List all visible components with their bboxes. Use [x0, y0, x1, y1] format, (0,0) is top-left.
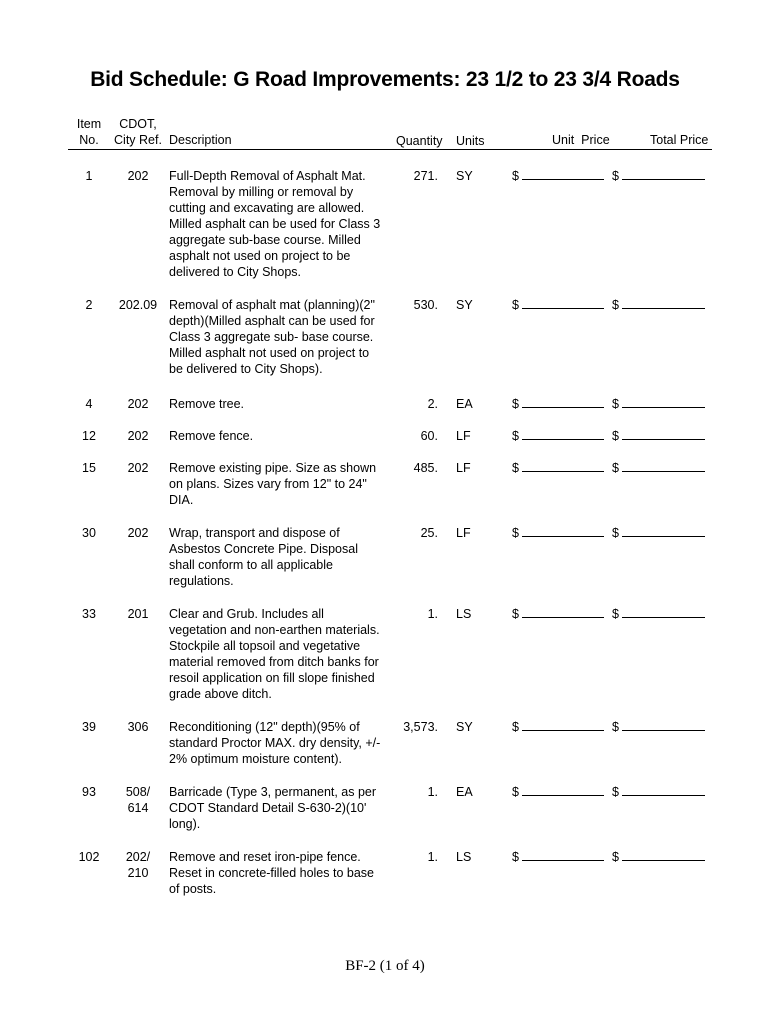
dollar-sign: $: [512, 785, 519, 799]
description-line: depth)(Milled asphalt can be used for: [169, 314, 375, 328]
item-description: [169, 606, 389, 702]
unit-price-blank[interactable]: [522, 606, 604, 618]
cdot-ref-line: 202: [127, 461, 149, 475]
description-line: Remove existing pipe. Size as shown: [169, 461, 377, 475]
dollar-sign: $: [612, 850, 619, 864]
total-price-field[interactable]: [612, 849, 708, 865]
units: LS: [456, 607, 472, 621]
dollar-sign: $: [612, 526, 619, 540]
header-unit-price: Unit Price: [552, 133, 610, 147]
quantity: 271.: [413, 169, 438, 183]
unit-price-field[interactable]: [512, 297, 607, 313]
description-line: Stockpile all topsoil and vegetative: [169, 639, 361, 653]
item-description: [169, 428, 389, 444]
description-line: delivered to City Shops.: [169, 265, 302, 279]
units: LF: [456, 429, 471, 443]
unit-price-blank[interactable]: [522, 525, 604, 537]
description-line: vegetation and non-earthen materials.: [169, 623, 380, 637]
total-price-blank[interactable]: [622, 606, 705, 618]
dollar-sign: $: [612, 429, 619, 443]
quantity: 485.: [413, 461, 438, 475]
description-line: grade above ditch.: [169, 687, 272, 701]
total-price-field[interactable]: [612, 428, 708, 444]
total-price-blank[interactable]: [622, 460, 705, 472]
unit-price-field[interactable]: [512, 396, 607, 412]
cdot-ref: [113, 606, 163, 622]
quantity: 3,573.: [403, 720, 438, 734]
dollar-sign: $: [512, 720, 519, 734]
dollar-sign: $: [612, 785, 619, 799]
cdot-ref-line: 202/: [125, 850, 151, 864]
total-price-blank[interactable]: [622, 525, 705, 537]
header-cdot-line1: CDOT,: [119, 117, 157, 131]
item-number: 102: [78, 850, 100, 864]
quantity: 60.: [420, 429, 438, 443]
description-line: cutting and excavating are allowed.: [169, 201, 365, 215]
total-price-field[interactable]: [612, 719, 708, 735]
quantity: 1.: [427, 850, 438, 864]
unit-price-blank[interactable]: [522, 168, 604, 180]
page-footer: BF-2 (1 of 4): [345, 958, 425, 974]
description-line: Asbestos Concrete Pipe. Disposal: [169, 542, 358, 556]
cdot-ref: [113, 784, 163, 816]
cdot-ref-line: 202: [127, 397, 149, 411]
description-line: Remove fence.: [169, 429, 254, 443]
dollar-sign: $: [512, 526, 519, 540]
quantity: 1.: [427, 785, 438, 799]
unit-price-field[interactable]: [512, 784, 607, 800]
total-price-field[interactable]: [612, 396, 708, 412]
dollar-sign: $: [512, 850, 519, 864]
cdot-ref: [113, 849, 163, 881]
unit-price-blank[interactable]: [522, 460, 604, 472]
quantity: 25.: [420, 526, 438, 540]
total-price-blank[interactable]: [622, 297, 705, 309]
unit-price-blank[interactable]: [522, 849, 604, 861]
units: LF: [456, 461, 471, 475]
total-price-field[interactable]: [612, 606, 708, 622]
description-line: asphalt not used on project to be: [169, 249, 351, 263]
cdot-ref-line: 202: [127, 429, 149, 443]
unit-price-field[interactable]: [512, 428, 607, 444]
units: EA: [456, 785, 473, 799]
item-description: [169, 719, 389, 767]
description-line: on plans. Sizes vary from 12" to 24": [169, 477, 367, 491]
dollar-sign: $: [612, 720, 619, 734]
description-line: DIA.: [169, 493, 194, 507]
total-price-blank[interactable]: [622, 396, 705, 408]
units: LS: [456, 850, 472, 864]
header-item-line1: Item: [76, 117, 102, 131]
cdot-ref: [113, 525, 163, 541]
cdot-ref: [113, 297, 163, 313]
cdot-ref-line: 210: [127, 866, 149, 880]
dollar-sign: $: [512, 607, 519, 621]
cdot-ref: [113, 428, 163, 444]
units: EA: [456, 397, 473, 411]
cdot-ref: [113, 168, 163, 184]
dollar-sign: $: [612, 607, 619, 621]
item-number: 93: [82, 785, 96, 799]
dollar-sign: $: [512, 298, 519, 312]
item-description: [169, 297, 389, 377]
cdot-ref: [113, 719, 163, 735]
total-price-blank[interactable]: [622, 168, 705, 180]
dollar-sign: $: [612, 169, 619, 183]
description-line: 2% optimum moisture content).: [169, 752, 342, 766]
unit-price-field[interactable]: [512, 525, 607, 541]
item-number: 1: [85, 169, 93, 183]
total-price-field[interactable]: [612, 297, 708, 313]
cdot-ref-line: 202: [127, 169, 149, 183]
item-number: 33: [82, 607, 96, 621]
description-line: long).: [169, 817, 201, 831]
page-title: Bid Schedule: G Road Improvements: 23 1/2 to 23 3/4 Roads: [90, 68, 680, 91]
description-line: Milled asphalt not used on project to: [169, 346, 370, 360]
dollar-sign: $: [512, 169, 519, 183]
header-rule: [68, 149, 712, 150]
total-price-field[interactable]: [612, 460, 708, 476]
unit-price-blank[interactable]: [522, 428, 604, 440]
item-description: [169, 525, 389, 589]
units: SY: [456, 720, 473, 734]
description-line: Reconditioning (12" depth)(95% of: [169, 720, 360, 734]
item-number: 4: [85, 397, 93, 411]
header-description: Description: [169, 133, 232, 147]
total-price-blank[interactable]: [622, 849, 705, 861]
description-line: Remove tree.: [169, 397, 245, 411]
description-line: standard Proctor MAX. dry density, +/-: [169, 736, 381, 750]
item-description: [169, 168, 389, 280]
total-price-field[interactable]: [612, 525, 708, 541]
total-price-blank[interactable]: [622, 428, 705, 440]
description-line: regulations.: [169, 574, 234, 588]
item-description: [169, 849, 389, 897]
unit-price-blank[interactable]: [522, 719, 604, 731]
unit-price-field[interactable]: [512, 168, 607, 184]
item-number: 2: [85, 298, 93, 312]
unit-price-blank[interactable]: [522, 396, 604, 408]
header-total-price: Total Price: [650, 133, 709, 147]
cdot-ref: [113, 460, 163, 476]
cdot-ref-line: 614: [127, 801, 149, 815]
header-units: Units: [456, 134, 485, 148]
unit-price-field[interactable]: [512, 719, 607, 735]
cdot-ref-line: 202: [127, 526, 149, 540]
units: LF: [456, 526, 471, 540]
dollar-sign: $: [512, 429, 519, 443]
header-cdot-line2: City Ref.: [114, 133, 162, 147]
description-line: Removal by milling or removal by: [169, 185, 354, 199]
quantity: 530.: [413, 298, 438, 312]
dollar-sign: $: [612, 397, 619, 411]
description-line: Milled asphalt can be used for Class 3: [169, 217, 381, 231]
header-item-no: [70, 116, 108, 148]
cdot-ref-line: 306: [127, 720, 149, 734]
total-price-field[interactable]: [612, 784, 708, 800]
unit-price-blank[interactable]: [522, 297, 604, 309]
item-number: 15: [82, 461, 96, 475]
cdot-ref-line: 202.09: [118, 298, 158, 312]
quantity: 2.: [427, 397, 438, 411]
description-line: shall conform to all applicable: [169, 558, 333, 572]
total-price-field[interactable]: [612, 168, 708, 184]
cdot-ref-line: 508/: [125, 785, 151, 799]
description-line: Reset in concrete-filled holes to base: [169, 866, 374, 880]
unit-price-blank[interactable]: [522, 784, 604, 796]
dollar-sign: $: [512, 397, 519, 411]
quantity: 1.: [427, 607, 438, 621]
dollar-sign: $: [512, 461, 519, 475]
dollar-sign: $: [612, 298, 619, 312]
description-line: resoil application on fill slope finished: [169, 671, 375, 685]
description-line: material removed from ditch banks for: [169, 655, 379, 669]
description-line: Full-Depth Removal of Asphalt Mat.: [169, 169, 366, 183]
header-quantity: Quantity: [396, 134, 443, 148]
description-line: Wrap, transport and dispose of: [169, 526, 340, 540]
item-description: [169, 460, 389, 508]
header-cdot-ref: [110, 116, 166, 148]
units: SY: [456, 298, 473, 312]
unit-price-field[interactable]: [512, 849, 607, 865]
description-line: Removal of asphalt mat (planning)(2": [169, 298, 375, 312]
cdot-ref-line: 201: [127, 607, 149, 621]
units: SY: [456, 169, 473, 183]
description-line: Barricade (Type 3, permanent, as per: [169, 785, 377, 799]
description-line: be delivered to City Shops).: [169, 362, 323, 376]
description-line: Remove and reset iron-pipe fence.: [169, 850, 361, 864]
description-line: Class 3 aggregate sub- base course.: [169, 330, 374, 344]
total-price-blank[interactable]: [622, 719, 705, 731]
total-price-blank[interactable]: [622, 784, 705, 796]
description-line: aggregate sub-base course. Milled: [169, 233, 361, 247]
item-description: [169, 396, 389, 412]
unit-price-field[interactable]: [512, 606, 607, 622]
dollar-sign: $: [612, 461, 619, 475]
item-description: [169, 784, 389, 832]
description-line: of posts.: [169, 882, 217, 896]
item-number: 12: [82, 429, 96, 443]
description-line: Clear and Grub. Includes all: [169, 607, 324, 621]
item-number: 39: [82, 720, 96, 734]
cdot-ref: [113, 396, 163, 412]
item-number: 30: [82, 526, 96, 540]
header-item-line2: No.: [79, 133, 99, 147]
unit-price-field[interactable]: [512, 460, 607, 476]
description-line: CDOT Standard Detail S-630-2)(10': [169, 801, 367, 815]
